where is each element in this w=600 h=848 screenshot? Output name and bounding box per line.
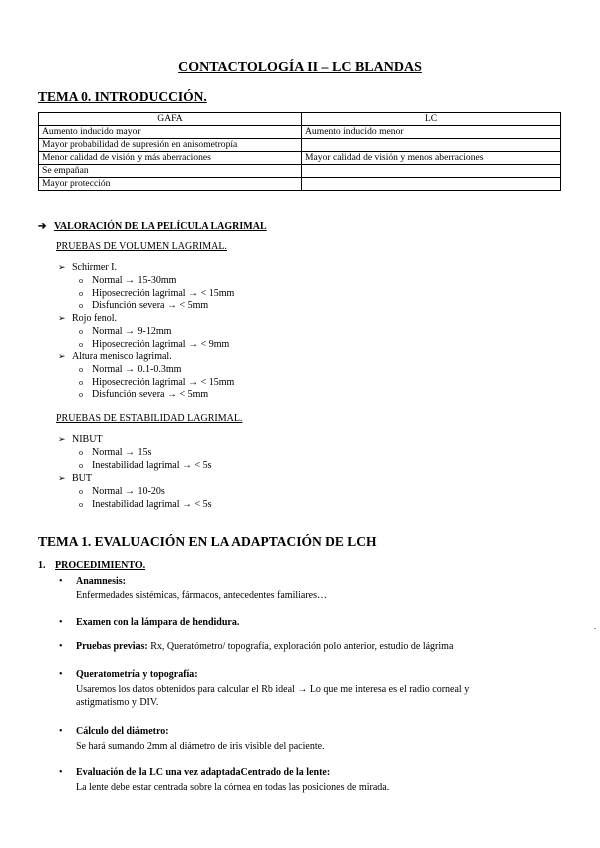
header-lc: LC: [302, 113, 561, 126]
procedimiento-heading-text: PROCEDIMIENTO.: [55, 560, 146, 571]
arrow-right-icon: ➔: [38, 221, 47, 232]
table-header-row: [39, 113, 561, 126]
list-item: ➢ Rojo fenol.: [58, 313, 117, 324]
circle-bullet-icon: o: [79, 487, 83, 496]
list-subitem: o Disfunción severa → < 5mm: [79, 300, 209, 311]
list-subitem: o Normal → 15-30mm: [79, 275, 177, 286]
bullet-dot-icon: •: [59, 576, 63, 587]
list-subitem: o Inestabilidad lagrimal → < 5s: [79, 499, 212, 510]
querato-text-line2: astigmatismo y DIV.: [76, 697, 159, 708]
table-cell: Mayor probabilidad de supresión en anisometropía: [39, 139, 302, 152]
bullet-item: • Evaluación de la LC una vez adaptadaCentrado de la lente:: [59, 767, 331, 778]
bullet-item: • Queratometría y topografía:: [59, 669, 198, 680]
list-subitem: o Normal → 10-20s: [79, 486, 165, 497]
bullet-dot-icon: •: [59, 617, 63, 628]
circle-bullet-icon: o: [79, 448, 83, 457]
circle-bullet-icon: o: [79, 461, 83, 470]
bullet-dot-icon: •: [59, 641, 63, 652]
circle-bullet-icon: o: [79, 365, 83, 374]
chevron-bullet-icon: ➢: [58, 313, 66, 323]
circle-bullet-icon: o: [79, 500, 83, 509]
list-subitem: o Normal → 15s: [79, 447, 152, 458]
volumen-heading: PRUEBAS DE VOLUMEN LAGRIMAL.: [56, 241, 227, 252]
valoracion-heading: [38, 221, 267, 232]
circle-bullet-icon: o: [79, 378, 83, 387]
chevron-bullet-icon: ➢: [58, 262, 66, 272]
list-item: ➢ NIBUT: [58, 434, 103, 445]
bullet-dot-icon: •: [59, 726, 63, 737]
list-item: ➢ Altura menisco lagrimal.: [58, 351, 172, 362]
list-subitem: o Disfunción severa → < 5mm: [79, 389, 209, 400]
circle-bullet-icon: o: [79, 390, 83, 399]
table-cell: Aumento inducido mayor: [39, 126, 302, 139]
list-item: ➢ Schirmer I.: [58, 262, 117, 273]
bullet-dot-icon: •: [59, 767, 63, 778]
table-cell: [302, 165, 561, 178]
calculo-text: Se hará sumando 2mm al diámetro de iris visible del paciente.: [76, 741, 325, 752]
evaluacion-text: La lente debe estar centrada sobre la córnea en todas las posiciones de mirada.: [76, 782, 390, 793]
bullet-item: • Pruebas previas: Rx, Queratómetro/ topografía, exploración polo anterior, estudio de lágrima: [59, 641, 454, 652]
list-item: ➢ BUT: [58, 473, 92, 484]
table-cell: Mayor protección: [39, 178, 302, 191]
chevron-bullet-icon: ➢: [58, 473, 66, 483]
chevron-bullet-icon: ➢: [58, 434, 66, 444]
bullet-dot-icon: •: [59, 669, 63, 680]
table-row: [39, 178, 561, 191]
header-gafa: GAFA: [39, 113, 302, 126]
list-subitem: o Normal → 9-12mm: [79, 326, 172, 337]
table-row: [39, 152, 561, 165]
bullet-item: • Anamnesis:: [59, 576, 127, 587]
list-subitem: o Inestabilidad lagrimal → < 5s: [79, 460, 212, 471]
list-subitem: o Normal → 0.1-0.3mm: [79, 364, 182, 375]
bullet-item: • Cálculo del diámetro:: [59, 726, 169, 737]
list-subitem: o Hiposecreción lagrimal → < 9mm: [79, 339, 230, 350]
table-cell: [302, 139, 561, 152]
list-subitem: o Hiposecreción lagrimal → < 15mm: [79, 288, 235, 299]
procedimiento-heading: [38, 560, 145, 571]
table-cell: Se empañan: [39, 165, 302, 178]
table-cell: [302, 178, 561, 191]
table-cell: Mayor calidad de visión y menos aberraciones: [302, 152, 561, 165]
chevron-bullet-icon: ➢: [58, 351, 66, 361]
estabilidad-heading: PRUEBAS DE ESTABILIDAD LAGRIMAL.: [56, 413, 243, 424]
stray-mark: .: [594, 622, 596, 631]
circle-bullet-icon: o: [79, 340, 83, 349]
table-cell: Aumento inducido menor: [302, 126, 561, 139]
tema1-heading: TEMA 1. EVALUACIÓN EN LA ADAPTACIÓN DE LCH: [38, 534, 377, 549]
comparison-table: [38, 112, 561, 191]
list-subitem: o Hiposecreción lagrimal → < 15mm: [79, 377, 235, 388]
circle-bullet-icon: o: [79, 301, 83, 310]
anamnesis-text: Enfermedades sistémicas, fármacos, antecedentes familiares…: [76, 590, 328, 601]
table-row: [39, 165, 561, 178]
circle-bullet-icon: o: [79, 289, 83, 298]
document-title: CONTACTOLOGÍA II – LC BLANDAS: [178, 60, 422, 75]
table-row: [39, 139, 561, 152]
bullet-item: • Examen con la lámpara de hendidura.: [59, 617, 240, 628]
valoracion-heading-text: VALORACIÓN DE LA PELÍCULA LAGRIMAL: [54, 221, 267, 232]
circle-bullet-icon: o: [79, 276, 83, 285]
circle-bullet-icon: o: [79, 327, 83, 336]
tema0-heading: TEMA 0. INTRODUCCIÓN.: [38, 89, 207, 104]
table-row: [39, 126, 561, 139]
querato-text-line1: Usaremos los datos obtenidos para calcular el Rb ideal → Lo que me interesa es el radio corneal y: [76, 684, 470, 695]
procedimiento-number: 1.: [38, 560, 46, 571]
table-cell: Menor calidad de visión y más aberraciones: [39, 152, 302, 165]
